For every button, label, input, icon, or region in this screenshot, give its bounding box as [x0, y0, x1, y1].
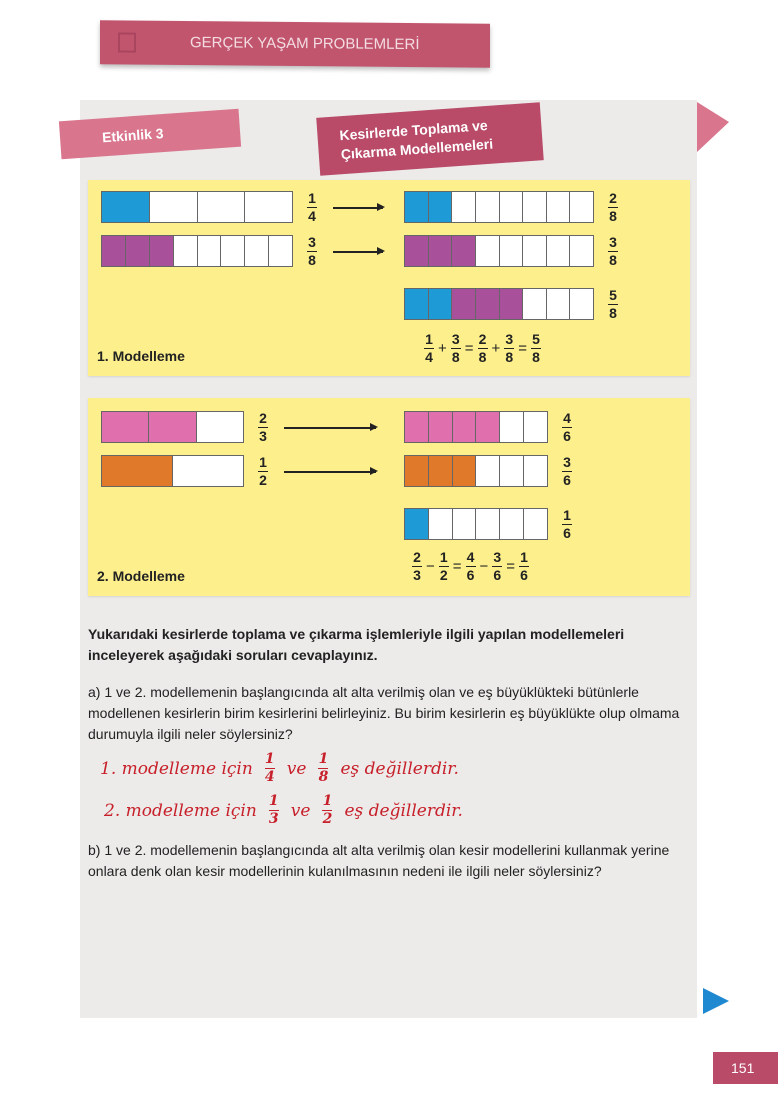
fraction-bar-left-1	[101, 191, 293, 223]
section-icon	[118, 32, 136, 52]
operator: +	[491, 340, 501, 357]
denominator: 2	[259, 472, 267, 488]
bar-cell	[452, 236, 476, 266]
fraction-label	[562, 455, 572, 488]
denominator: 8	[609, 208, 617, 224]
bar-cell	[524, 412, 547, 442]
bar-cell	[429, 192, 453, 222]
bar-cell	[102, 412, 149, 442]
fraction	[318, 752, 328, 785]
title-line-2: Çıkarma Modellemeleri	[340, 135, 494, 163]
bar-cell	[405, 192, 429, 222]
denominator: 8	[478, 349, 487, 365]
bar-cell	[547, 289, 571, 319]
bar-cell	[524, 456, 547, 486]
operator: =	[464, 340, 474, 357]
denominator: 6	[493, 567, 502, 583]
bar-cell	[102, 192, 150, 222]
bar-cell	[523, 289, 547, 319]
bar-cell	[429, 456, 453, 486]
numerator: 1	[308, 190, 316, 206]
bar-cell	[405, 236, 429, 266]
denominator: 8	[318, 769, 329, 785]
bar-cell	[476, 456, 500, 486]
fraction-bar-right-2	[404, 235, 594, 267]
numerator: 3	[308, 234, 316, 250]
numerator: 1	[520, 549, 528, 565]
bar-cell	[500, 509, 524, 539]
bar-cell	[429, 412, 453, 442]
numerator: 3	[493, 549, 502, 565]
bar-cell	[102, 456, 173, 486]
denominator: 8	[532, 349, 540, 365]
fraction-label	[608, 235, 618, 268]
operator: +	[438, 340, 447, 357]
fraction	[492, 550, 502, 583]
fraction-bar-right-3	[404, 508, 548, 540]
numerator: 4	[563, 410, 571, 426]
denominator: 6	[520, 567, 528, 583]
fraction-bar-right-1	[404, 191, 594, 223]
operator: −	[479, 558, 489, 575]
bar-cell	[476, 289, 500, 319]
arrow-icon	[333, 207, 383, 209]
numerator: 1	[322, 793, 333, 809]
bar-cell	[149, 412, 196, 442]
numerator: 1	[425, 331, 433, 347]
bar-cell	[523, 192, 547, 222]
question-a: a) 1 ve 2. modellemenin başlangıcında alt alta verilmiş olan ve eş büyüklükteki bütünlerle modellenen kesirlerin birim kesirlerini belirleyiniz. Bu birim kesirlerin eş büyüklükte olup olmama durumuyla ilgili neler söylersiniz?	[88, 684, 680, 742]
model-label: 2. Modelleme	[97, 568, 185, 584]
numerator: 2	[413, 549, 421, 565]
fraction	[478, 332, 488, 365]
bar-cell	[500, 456, 524, 486]
numerator: 1	[259, 454, 267, 470]
bar-cell	[547, 236, 571, 266]
bar-cell	[198, 192, 246, 222]
bar-cell	[524, 509, 547, 539]
answer-prefix: 1. modelleme için	[100, 758, 253, 779]
fraction-label	[307, 191, 317, 224]
numerator: 3	[451, 331, 460, 347]
bar-cell	[429, 236, 453, 266]
numerator: 1	[439, 549, 448, 565]
bar-cell	[150, 192, 198, 222]
denominator: 6	[563, 428, 571, 444]
numerator: 5	[609, 287, 617, 303]
fraction-bar-left-1	[101, 411, 244, 443]
bar-cell	[500, 289, 524, 319]
denominator: 8	[609, 252, 617, 268]
fraction	[322, 794, 332, 827]
bar-cell	[500, 236, 524, 266]
bar-cell	[452, 192, 476, 222]
bar-cell	[150, 236, 174, 266]
section-title: GERÇEK YAŞAM PROBLEMLERİ	[190, 34, 420, 54]
bar-cell	[453, 509, 477, 539]
fraction-bar-left-2	[101, 455, 244, 487]
fraction-label	[307, 235, 317, 268]
numerator: 1	[264, 751, 275, 767]
bar-cell	[476, 236, 500, 266]
fraction	[531, 332, 541, 365]
handwritten-answer	[100, 752, 459, 785]
numerator: 2	[478, 331, 487, 347]
numerator: 4	[466, 549, 475, 565]
bar-cell	[197, 412, 243, 442]
denominator: 3	[268, 811, 279, 827]
bar-cell	[102, 236, 126, 266]
next-arrow-icon[interactable]	[703, 988, 729, 1014]
arrow-icon	[333, 251, 383, 253]
bar-cell	[126, 236, 150, 266]
numerator: 2	[259, 410, 267, 426]
bar-cell	[570, 289, 593, 319]
numerator: 3	[563, 454, 571, 470]
operator: =	[452, 558, 462, 575]
ribbon-decoration	[697, 102, 729, 152]
operator: =	[518, 340, 528, 357]
fraction	[269, 794, 279, 827]
denominator: 6	[563, 472, 571, 488]
numerator: 1	[563, 507, 571, 523]
answer-suffix: eş değillerdir.	[344, 800, 463, 821]
denominator: 8	[609, 305, 617, 321]
denominator: 4	[264, 769, 275, 785]
instructions: Yukarıdaki kesirlerde toplama ve çıkarma işlemleriyle ilgili yapılan modellemeleri inceleyerek aşağıdaki soruları cevaplayınız.	[88, 626, 625, 663]
denominator: 8	[505, 349, 514, 365]
denominator: 2	[439, 567, 448, 583]
bar-cell	[476, 509, 500, 539]
operator: −	[426, 558, 435, 575]
bar-cell	[221, 236, 245, 266]
bar-cell	[429, 289, 453, 319]
bar-cell	[500, 412, 524, 442]
fraction	[519, 550, 529, 583]
arrow-icon	[284, 471, 376, 473]
fraction-bar-right-3	[404, 288, 594, 320]
bar-cell	[405, 456, 429, 486]
denominator: 3	[413, 567, 421, 583]
title-line-1: Kesirlerde Toplama ve	[338, 116, 489, 144]
denominator: 4	[425, 349, 433, 365]
bar-cell	[245, 192, 292, 222]
bar-cell	[269, 236, 292, 266]
bar-cell	[405, 509, 429, 539]
model-label: 1. Modelleme	[97, 348, 185, 364]
answer-mid: ve	[290, 800, 311, 821]
bar-cell	[453, 412, 477, 442]
fraction-bar-right-2	[404, 455, 548, 487]
fraction	[466, 550, 476, 583]
numerator: 1	[268, 793, 279, 809]
fraction	[424, 332, 434, 365]
bar-cell	[452, 289, 476, 319]
fraction	[451, 332, 461, 365]
question-b: b) 1 ve 2. modellemenin başlangıcında alt alta verilmiş olan kesir modellerini kullanmak yerine onlara denk olan kesir modellerinin kulanılmasının nedeni ile ilgili neler söylersiniz?	[88, 842, 670, 879]
numerator: 1	[318, 751, 329, 767]
denominator: 3	[259, 428, 267, 444]
answer-suffix: eş değillerdir.	[340, 758, 459, 779]
fraction-label	[258, 411, 268, 444]
equation	[412, 550, 529, 583]
answer-prefix: 2. modelleme için	[104, 800, 257, 821]
numerator: 3	[609, 234, 617, 250]
bar-cell	[198, 236, 222, 266]
denominator: 4	[308, 208, 316, 224]
bar-cell	[405, 289, 429, 319]
bar-cell	[173, 456, 243, 486]
bar-cell	[476, 192, 500, 222]
fraction	[265, 752, 275, 785]
fraction-label	[562, 508, 572, 541]
operator: =	[506, 558, 516, 575]
denominator: 8	[451, 349, 460, 365]
fraction	[412, 550, 422, 583]
bar-cell	[570, 192, 593, 222]
bar-cell	[570, 236, 593, 266]
bar-cell	[405, 412, 429, 442]
fraction-bar-right-1	[404, 411, 548, 443]
answer-mid: ve	[286, 758, 307, 779]
bar-cell	[500, 192, 524, 222]
numerator: 2	[609, 190, 617, 206]
page-number: 151	[713, 1052, 778, 1084]
arrow-icon	[284, 427, 376, 429]
model-1-box	[88, 180, 690, 376]
bar-cell	[174, 236, 198, 266]
denominator: 6	[466, 567, 475, 583]
bar-cell	[476, 412, 500, 442]
bar-cell	[429, 509, 453, 539]
bar-cell	[523, 236, 547, 266]
fraction-label	[258, 455, 268, 488]
bar-cell	[547, 192, 571, 222]
fraction-bar-left-2	[101, 235, 293, 267]
bar-cell	[245, 236, 269, 266]
fraction	[504, 332, 514, 365]
numerator: 5	[532, 331, 540, 347]
fraction-label	[562, 411, 572, 444]
fraction	[439, 550, 449, 583]
bar-cell	[453, 456, 477, 486]
numerator: 3	[505, 331, 514, 347]
section-header	[100, 20, 490, 67]
fraction-label	[608, 191, 618, 224]
activity-label: Etkinlik 3	[59, 109, 241, 159]
denominator: 6	[563, 525, 571, 541]
model-2-box	[88, 398, 690, 596]
denominator: 8	[308, 252, 316, 268]
fraction-label	[608, 288, 618, 321]
denominator: 2	[322, 811, 333, 827]
handwritten-answer	[104, 794, 463, 827]
equation	[424, 332, 541, 365]
